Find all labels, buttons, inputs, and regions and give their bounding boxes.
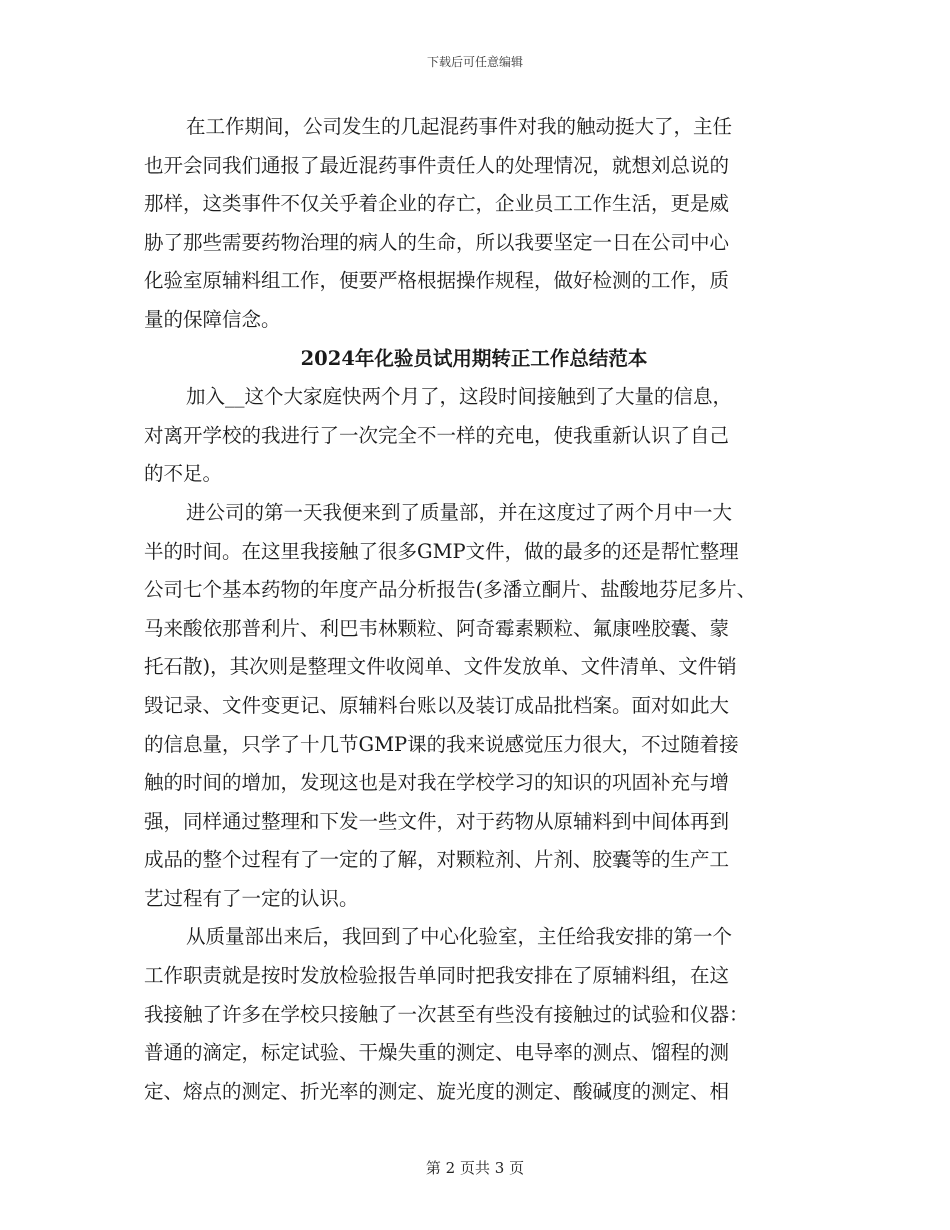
- page-header: 下载后可任意编辑: [426, 55, 523, 69]
- text-line: 工作职责就是按时发放检验报告单同时把我安排在了原辅料组，在这: [144, 964, 730, 988]
- text-line: 的不足。: [144, 462, 223, 486]
- text-line: 定、熔点的测定、折光率的测定、旋光度的测定、酸碱度的测定、相: [144, 1079, 730, 1103]
- text-line: 毁记录、文件变更记、原辅料台账以及装订成品批档案。面对如此大: [144, 693, 730, 717]
- text-line: 也开会同我们通报了最近混药事件责任人的处理情况，就想刘总说的: [144, 153, 730, 177]
- paragraph-2: [144, 378, 804, 494]
- section-title: 2024年化验员试用期转正工作总结范本: [300, 346, 648, 370]
- paragraph-3: [144, 494, 804, 919]
- text-line: 成品的整个过程有了一定的了解，对颗粒剂、片剂、胶囊等的生产工: [144, 848, 730, 872]
- text-line: 进公司的第一天我便来到了质量部，并在这度过了两个月中一大: [186, 500, 733, 524]
- text-line: 公司七个基本药物的年度产品分析报告(多潘立酮片、盐酸地芬尼多片、: [144, 578, 757, 602]
- text-line: 量的保障信念。: [144, 307, 281, 331]
- text-line: 半的时间。在这里我接触了很多GMP文件，做的最多的还是帮忙整理: [144, 539, 739, 563]
- text-line: 从质量部出来后，我回到了中心化验室，主任给我安排的第一个: [186, 925, 733, 949]
- text-line: 强，同样通过整理和下发一些文件，对于药物从原辅料到中间体再到: [144, 809, 730, 833]
- text-line: 那样，这类事件不仅关乎着企业的存亡，企业员工工作生活，更是威: [144, 192, 730, 216]
- text-line: 对离开学校的我进行了一次完全不一样的充电，使我重新认识了自己: [144, 423, 730, 447]
- text-line: 在工作期间，公司发生的几起混药事件对我的触动挺大了，主任: [186, 115, 733, 138]
- text-line: 艺过程有了一定的认识。: [144, 886, 359, 910]
- text-line: 加入__这个大家庭快两个月了，这段时间接触到了大量的信息，: [186, 385, 733, 409]
- paragraph-1: [144, 108, 804, 340]
- text-line: 化验室原辅料组工作，便要严格根据操作规程，做好检测的工作，质: [144, 269, 730, 293]
- text-line: 的信息量，只学了十几节GMP课的我来说感觉压力很大，不过随着接: [144, 732, 739, 756]
- text-line: 我接触了许多在学校只接触了一次甚至有些没有接触过的试验和仪器：: [144, 1002, 749, 1026]
- page-footer: 第 2 页共 3 页: [425, 1159, 525, 1177]
- text-line: 马来酸依那普利片、利巴韦林颗粒、阿奇霉素颗粒、氟康唑胶囊、蒙: [144, 616, 730, 640]
- document-body: [144, 108, 804, 1111]
- text-line: 普通的滴定，标定试验、干燥失重的测定、电导率的测点、馏程的测: [144, 1041, 730, 1065]
- text-line: 触的时间的增加，发现这也是对我在学校学习的知识的巩固补充与增: [144, 771, 730, 795]
- paragraph-4: [144, 918, 804, 1111]
- text-line: 托石散)，其次则是整理文件收阅单、文件发放单、文件清单、文件销: [144, 655, 737, 679]
- text-line: 胁了那些需要药物治理的病人的生命，所以我要坚定一日在公司中心: [144, 230, 730, 254]
